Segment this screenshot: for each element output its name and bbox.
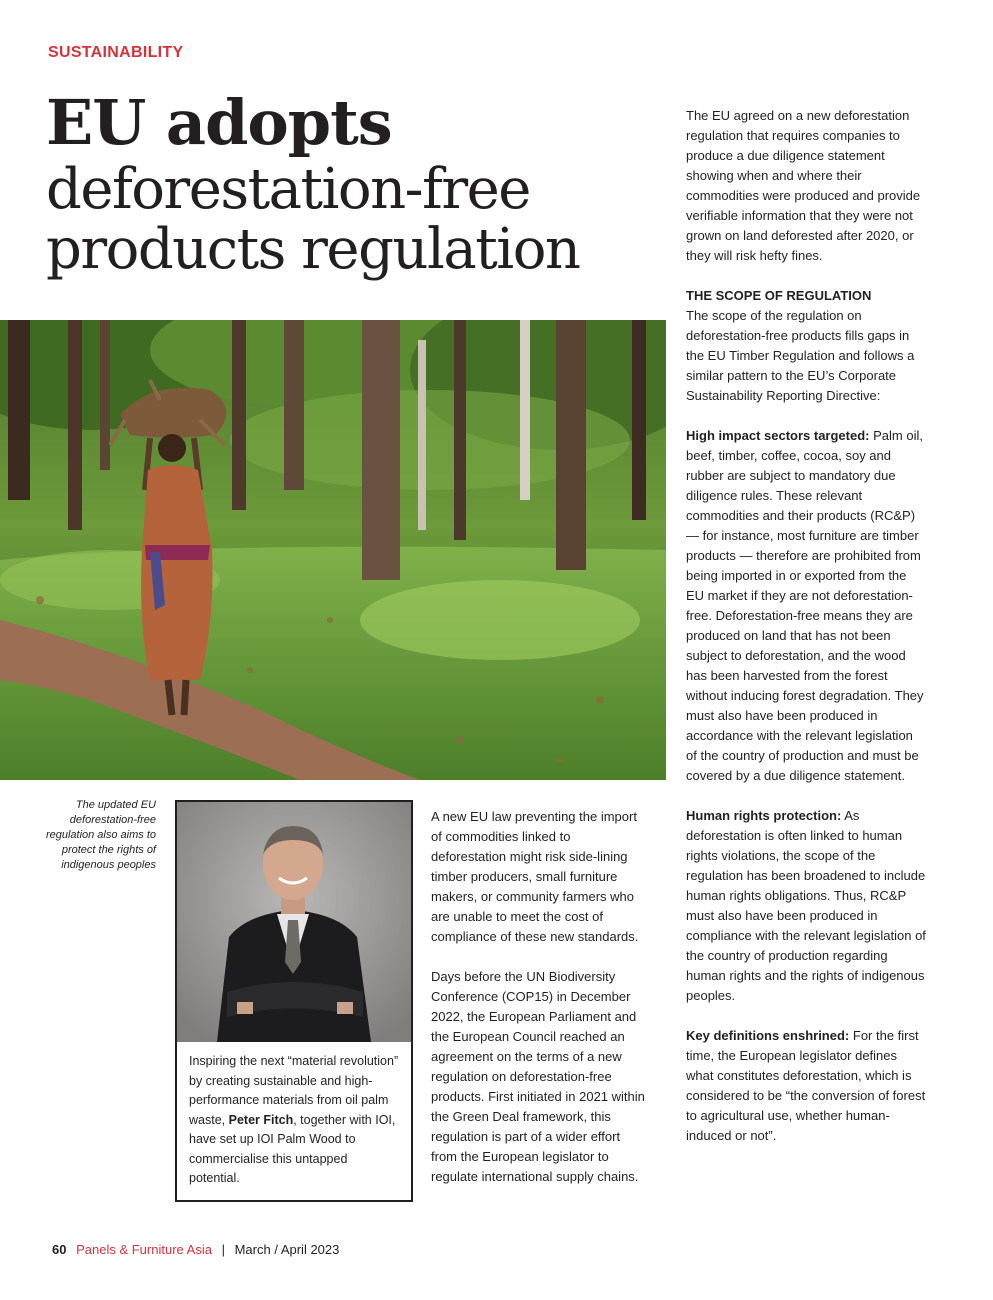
definitions-paragraph <box>686 1026 926 1146</box>
definitions-text: For the first time, the European legislator defines what constitutes deforestation, which is considered to be “the conversion of forest to agricultural use, whether human-induced or not”. <box>686 1028 926 1143</box>
issue-date: March / April 2023 <box>234 1242 340 1257</box>
sectors-lead: High impact sectors targeted: <box>686 428 870 443</box>
publication-name: Panels & Furniture Asia <box>76 1242 212 1257</box>
portrait-photo <box>177 802 411 1042</box>
portrait-caption-name: Peter Fitch <box>228 1112 294 1127</box>
middle-column <box>431 807 646 1207</box>
rights-lead: Human rights protection: <box>686 808 842 823</box>
forest-photo <box>0 320 666 780</box>
sectors-text: Palm oil, beef, timber, coffee, cocoa, soy and rubber are subject to mandatory due diligence rules. These relevant commodities and their products (RC&P) — for instance, most furniture are timber products — therefore are prohibited from being imported in or exported from the EU market if they are not deforestation-free. Deforestation-free means they are produced on land that has not been subject to deforestation, and the wood has been harvested from the forest without inducing forest degradation. They must also have been produced in accordance with the relevant legislation of the country of production and must be covered by a due diligence statement. <box>686 428 924 783</box>
headline-light <box>46 157 666 282</box>
scope-section <box>686 286 926 406</box>
headline-line-1: deforestation-free <box>46 157 530 222</box>
page-footer <box>52 1242 339 1257</box>
rights-text: As deforestation is often linked to human rights violations, the scope of the regulation has been broadened to include human rights obligations. Thus, RC&P must also have been produced in compliance with the relevant legislation of the country of production regarding human rights and the rights of indigenous peoples. <box>686 808 926 1003</box>
intro-paragraph: The EU agreed on a new deforestation regulation that requires companies to produce a due diligence statement showing when and where their commodities were produced and provide verifiable information that they were not grown on land deforested after 2020, or they will risk hefty fines. <box>686 108 921 263</box>
right-column <box>686 106 926 1166</box>
headline-bold: EU adopts <box>46 86 392 159</box>
sectors-paragraph <box>686 426 926 786</box>
portrait-caption-after: , together with IOI, have set up IOI Palm Wood to commercialise this untapped potential. <box>189 1112 396 1185</box>
portrait-box <box>175 800 413 1202</box>
section-label: SUSTAINABILITY <box>48 44 184 61</box>
footer-separator: | <box>221 1242 225 1257</box>
middle-paragraph-2: Days before the UN Biodiversity Conference (COP15) in December 2022, the European Parliament and the European Council reached an agreement on the terms of a new regulation on deforestation-free products. First initiated in 2021 within the Green Deal framework, this regulation is part of a wider effort from the European legislator to regulate international supply chains. <box>431 969 645 1184</box>
middle-paragraph-1: A new EU law preventing the import of commodities linked to deforestation might risk side-lining timber producers, small furniture makers, or community farmers who are unable to meet the cost of compliance of these new standards. <box>431 809 639 944</box>
scope-heading: THE SCOPE OF REGULATION <box>686 288 872 303</box>
portrait-caption-before: Inspiring the next “material revolution” by creating sustainable and high-performance materials from oil palm waste, <box>189 1054 399 1127</box>
headline-line-2: products regulation <box>46 217 580 282</box>
scope-text: The scope of the regulation on deforestation-free products fills gaps in the EU Timber Regulation and follows a similar pattern to the EU’s Corporate Sustainability Reporting Directive: <box>686 308 915 403</box>
definitions-lead: Key definitions enshrined: <box>686 1028 850 1043</box>
page-number: 60 <box>52 1242 67 1257</box>
portrait-caption <box>189 1052 401 1189</box>
rights-paragraph <box>686 806 926 1006</box>
photo-caption: The updated EU deforestation-free regulation also aims to protect the rights of indigenous peoples <box>45 799 156 871</box>
